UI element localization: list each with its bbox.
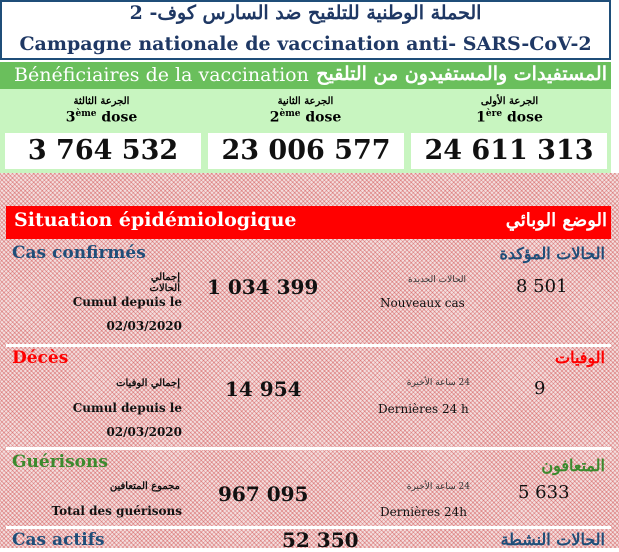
confirmed-total: 1 034 399 [207,275,319,299]
dose-3-label-fr: 3ème dose [65,109,138,126]
dose-3-value: 3 764 532 [5,133,201,169]
recoveries-total: 967 095 [218,482,309,506]
doses-panel [0,89,611,173]
recoveries-period-fr: Dernières 24h [380,505,467,519]
confirmed-new-value: 8 501 [516,276,568,297]
dose-1-header [408,89,611,126]
confirmed-cumul-ar: إجمالي الحالات [149,272,180,294]
beneficiaries-label-fr: Bénéficiaires de la vaccination [14,64,309,86]
epidemic-label-fr: Situation épidémiologique [14,209,297,231]
deaths-cumul-ar: إجمالي الوفيات [116,378,180,389]
confirmed-new-fr: Nouveaux cas [380,296,465,310]
recoveries-total-fr: Total des guérisons [51,504,182,518]
dose-3-label-ar: الجرعة الثالثة [73,96,130,107]
dose-1-value: 24 611 313 [411,133,607,169]
recoveries-period-value: 5 633 [518,482,570,503]
deaths-label-fr: Décès [12,348,69,368]
active-label-ar: الحالات النشطة [500,530,605,549]
confirmed-label-fr: Cas confirmés [12,243,146,263]
active-total: 52 350 [282,528,359,552]
deaths-period-ar: 24 ساعة الأخيرة [406,378,470,388]
confirmed-new-ar: الحالات الجديدة [408,275,466,285]
dose-2-label-ar: الجرعة الثانية [277,96,334,107]
divider [6,344,611,347]
recoveries-period-ar: 24 ساعة الأخيرة [406,482,470,492]
dose-2-label-fr: 2ème dose [269,109,342,126]
beneficiaries-label-ar: المستفيدات والمستفيدون من التلقيح [316,63,607,85]
dose-2-value: 23 006 577 [208,133,404,169]
campaign-title-ar: الحملة الوطنية للتلقيح ضد السارس كوف- 2 [129,2,482,24]
confirmed-cumul-date: 02/03/2020 [106,319,182,333]
confirmed-cumul-fr: Cumul depuis le [72,295,182,309]
deaths-total: 14 954 [225,377,302,401]
confirmed-label-ar: الحالات المؤكدة [499,244,605,263]
divider [6,447,611,450]
deaths-cumul-fr: Cumul depuis le [72,401,182,415]
deaths-cumul-date: 02/03/2020 [106,425,182,439]
dose-3-header [0,89,203,126]
dose-1-label-fr: 1ère dose [476,109,543,126]
active-label-fr: Cas actifs [12,530,105,550]
deaths-label-ar: الوفيات [555,348,605,367]
campaign-title-fr: Campagne nationale de vaccination anti- SARS-CoV-2 [19,33,592,55]
dose-1-label-ar: الجرعة الأولى [480,96,539,107]
deaths-period-value: 9 [534,378,546,399]
recoveries-label-fr: Guérisons [12,452,108,472]
recoveries-total-ar: مجموع المتعافين [109,481,180,492]
deaths-period-fr: Dernières 24 h [378,402,469,416]
dose-2-header [204,89,407,126]
recoveries-label-ar: المتعافون [541,456,605,475]
epidemic-label-ar: الوضع الوبائي [505,210,607,231]
